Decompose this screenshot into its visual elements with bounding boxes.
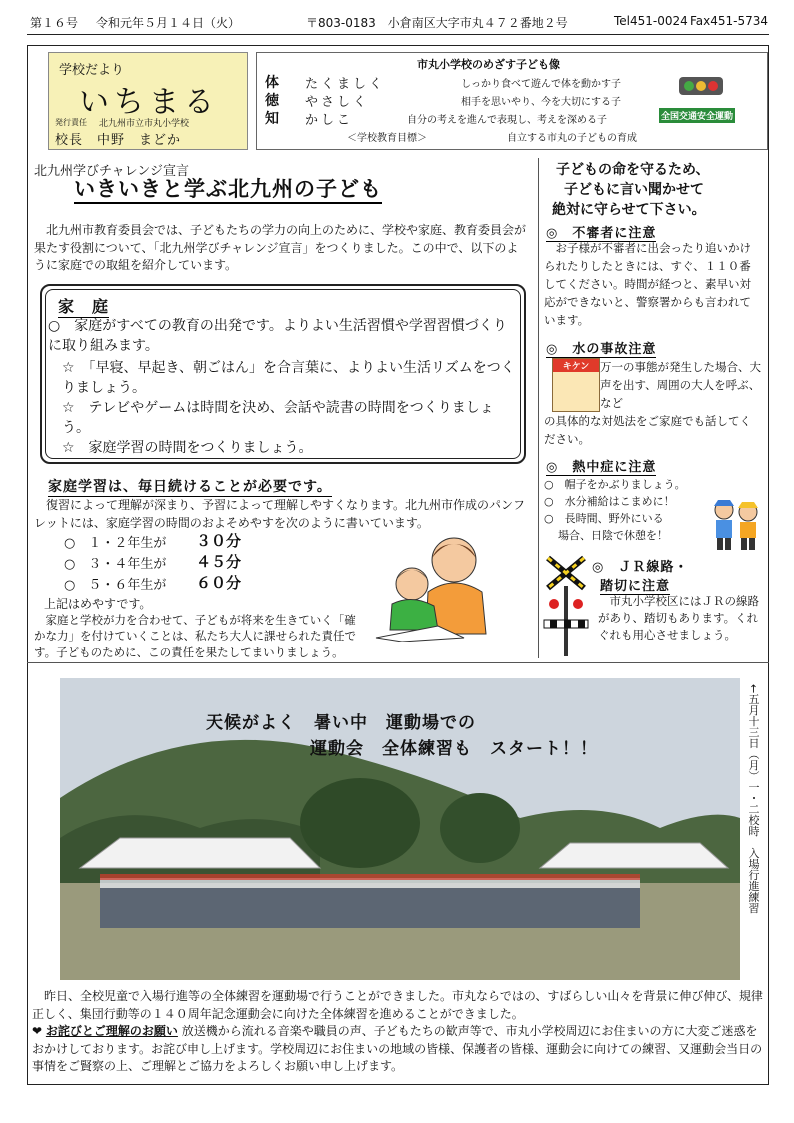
photo-caption-line1: 天候がよく 暑い中 運動場での [206,713,476,733]
motto-reading: かしこ [305,113,354,128]
motto-reading: やさしく [305,95,370,110]
header-rule [27,34,769,35]
article-kicker: 北九州学びチャレンジ宣言 [34,164,189,179]
grade-time: ４５分 [196,553,242,571]
katei-item: ☆ テレビやゲームは時間を決め、会話や読書の時間をつくりましょう。 [62,400,494,436]
apology-text: 放送機から流れる音楽や職員の声、子どもたちの歓声等で、市丸小学校周辺にお住まいの方に大変ご迷惑をおかけしております。お詫び申し上げます。学校周辺にお住まいの地域の皆様、保護者の皆様、運動会に向けての練習、又運動会当日の事情をご賢察の上、ご理解とご協力をよろしくお願い申し上げます。 [32,1024,763,1073]
danger-sign-icon [552,358,600,412]
water-accident-title: ◎ 水の事故注意 [546,338,656,358]
motto-rows [265,72,685,127]
column-divider [538,158,539,658]
school-tel: Tel451-0024 [614,14,688,28]
motto-desc: 相手を思いやり、今を大切にする子 [461,97,621,108]
newsletter-title-box [48,52,248,150]
motto-desc: 自分の考えを進んで表現し、考えを深める子 [407,115,607,126]
newsletter-name: いちまる [79,85,219,120]
principal-name: 校長 中野 まどか [55,133,182,148]
school-fax: Fax451-5734 [690,14,769,28]
photo-side-caption: ←五月十三日（月）一・二校時 入場行進練習 [747,684,760,914]
railroad-crossing-icon [540,552,592,658]
parent-child-study-illustration [372,534,498,642]
railway-title: ◎ ＪＲ線路・ [592,560,689,575]
apology-label: お詫びとご理解のお願い [45,1024,178,1038]
practice-report-text: 昨日、全校児童で入場行進等の全体練習を運動場で行うことができました。市丸ならではの、すばらしい山々を背景に伸び伸び、規律正しく、集団行動等の１４０周年記念運動会に向けた全体練習を進めることができました。 [32,989,763,1021]
motto-footer-left: ＜学校教育目標＞ [347,133,427,144]
railway-text: 市丸小学校区にはＪＲの線路があり、踏切もあります。くれぐれも用心させましょう。 [598,594,759,642]
school-address: 〒803-0183 小倉南区大字市丸４７２番地２号 [306,16,568,30]
katei-title: 家 庭 [58,294,109,318]
safety-lead [550,160,760,220]
traffic-light-icon [679,77,723,95]
water-accident-text: 万一の事態が発生した場合、大声を出す、周囲の大人を呼ぶ、など [600,360,761,410]
heatstroke-title: ◎ 熱中症に注意 [546,456,656,476]
closing-text: 家庭と学校が力を合わせて、子どもが将来を生きていく「確かな力」を付けていくことは、私たち大人に課せられた責任です。子どものために、この責任を果たしてまいりましょう。 [34,613,356,659]
safety-campaign-label: 全国交通安全運動 [659,108,735,123]
heatstroke-item: ○ 水分補給はこまめに！ [544,495,675,508]
heart-icon: ❤ [32,1024,43,1038]
danger-sign-label: キケン [553,359,599,372]
issue-date: 令和元年５月１４日（火） [96,16,241,30]
suspicious-person-title: ◎ 不審者に注意 [546,222,656,242]
article-intro: 北九州市教育委員会では、子どもたちの学力の向上のために、学校や家庭、教育委員会が果たす役割について、「北九州学びチャレンジ宣言」をつくりました。この中で、以下のように家庭での取組を紹介しています。 [34,223,527,272]
sports-day-practice-photo [60,678,740,980]
title-kicker: 学校だより [59,63,125,78]
grade-label: ○ １・２年生が [64,536,167,551]
safety-lead-line: 子どもに言い聞かせて [564,182,704,198]
publisher-school: 北九州市立市丸小学校 [99,119,190,129]
study-note: 上記はめやすです。 [44,597,152,611]
motto-kanji: 体 [265,75,279,91]
safety-lead-line: 絶対に守らせて下さい。 [552,202,706,218]
katei-item: ☆ 「早寝、早起き、朝ごはん」を合言葉に、よりよい生活リズムをつくりましょう。 [62,360,515,396]
grade-label: ○ ５・６年生が [64,578,167,593]
heatstroke-item: ○ 長時間、野外にいる [544,512,664,525]
motto-desc: しっかり食べて遊んで体を動かす子 [461,79,621,90]
motto-kanji: 知 [265,111,279,127]
issue-number: 第１６号 [30,16,79,30]
photo-caption-line2: 運動会 全体練習も スタート！！ [310,739,598,759]
katei-item: ☆ 家庭学習の時間をつくりましょう。 [62,440,313,456]
motto-heading: 市丸小学校のめざす子ども像 [417,58,560,71]
motto-kanji: 徳 [265,93,279,109]
suspicious-person-text: お子様が不審者に出会ったり追いかけられたりしたときには、すぐ、１１０番してください。時間が経つと、素早い対応ができないと、警察署からも言われています。 [544,241,751,327]
grade-time: ３０分 [196,532,242,550]
safety-lead-line: 子どもの命を守るため、 [556,162,710,178]
article-headline: いきいきと学ぶ北九州の子ども [74,176,382,204]
apology-paragraph [32,1023,766,1076]
publisher-label: 発行責任 [55,118,87,127]
water-accident-text-cont: の具体的な対処法をご家庭でも話してください。 [544,414,751,446]
heatstroke-item: ○ 帽子をかぶりましょう。 [544,478,686,491]
railway-title-2: 踏切に注意 [600,575,670,595]
heatstroke-item: 場合、日陰で休憩を！ [558,529,668,542]
grade-time: ６０分 [196,574,242,592]
section-rule [27,662,769,663]
motto-footer-right: 自立する市丸の子どもの育成 [507,133,637,144]
heatstroke-list [544,476,714,544]
study-heading: 家庭学習は、毎日続けることが必要です。 [48,479,332,495]
motto-reading: たくましく [305,77,386,92]
children-with-hats-illustration [708,494,764,552]
grade-label: ○ ３・４年生が [64,557,167,572]
school-motto-box [256,52,768,150]
study-text: 復習によって理解が深まり、予習によって理解しやすくなります。北九州市作成のパンフレットには、家庭学習の時間のおよそめやすを次のように書いています。 [34,498,526,530]
katei-lead: ○ 家庭がすべての教育の出発です。よりよい生活習慣や学習習慣づくりに取り組みます。 [48,318,507,354]
